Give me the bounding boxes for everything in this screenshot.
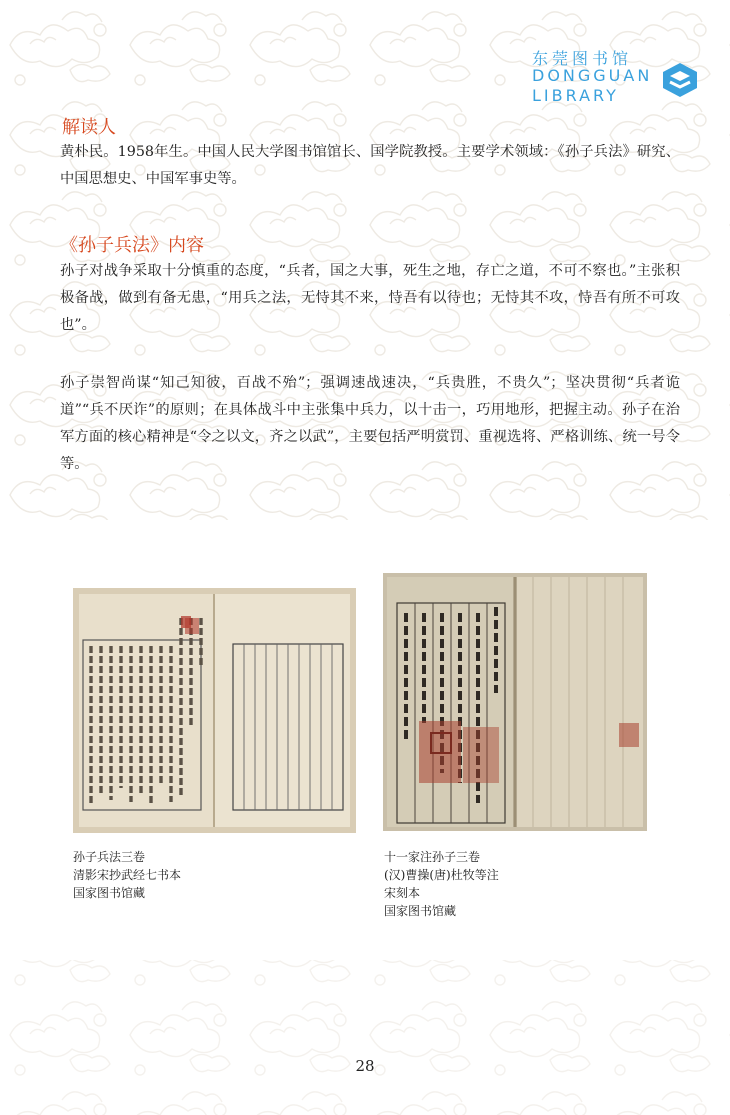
figure-2-caption — [384, 848, 499, 920]
figure-2-annotators: (汉)曹操(唐)杜牧等注 — [384, 868, 499, 882]
library-logo-icon — [660, 60, 700, 100]
reader-bio: 黄朴民。1958年生。中国人民大学图书馆馆长、国学院教授。主要学术领域：《孙子兵法》研究、中国思想史、中国军事史等。 — [60, 144, 680, 187]
content-section-title: 《孙子兵法》内容 — [60, 235, 204, 256]
content-paragraph-2: 孙子崇智尚谋“知己知彼，百战不殆”；强调速战速决，“兵贵胜，不贵久”；坚决贯彻“兵者诡道”“兵不厌诈”的原则；在具体战斗中主张集中兵力，以十击一，巧用地形，把握主动。孙子在治军方面的核心精神是“令之以文，齐之以武”，主要包括严明赏罚、重视选将、严格训练、统一号令等。 — [60, 375, 680, 472]
page-number: 28 — [355, 1057, 375, 1075]
logo-name-chinese: 东莞图书馆 — [532, 49, 633, 68]
figure-2-collection: 国家图书馆藏 — [384, 904, 457, 918]
figure-2-edition: 宋刻本 — [384, 886, 421, 900]
logo-name-english-line1: DONGGUAN — [532, 66, 653, 85]
logo-name-english-line2: LIBRARY — [532, 86, 619, 105]
figure-2-title: 十一家注孙子三卷 — [384, 850, 481, 864]
content-paragraph-1: 孙子对战争采取十分慎重的态度，“兵者，国之大事，死生之地，存亡之道，不可不察也。”主张积极备战，做到有备无患，“用兵之法，无恃其不来，恃吾有以待也；无恃其不攻，恃吾有所不可攻也”。 — [60, 263, 680, 333]
figure-1-collection: 国家图书馆藏 — [73, 886, 146, 900]
book-photo-sunzi-bingfa — [73, 588, 356, 833]
book-photo-shiyijia-zhu-sunzi — [383, 573, 647, 831]
figure-1-title: 孙子兵法三卷 — [73, 850, 146, 864]
figure-1-caption — [73, 848, 181, 902]
reader-section-title: 解读人 — [62, 117, 116, 138]
figure-1-edition: 清影宋抄武经七书本 — [73, 868, 182, 882]
library-logo — [532, 44, 702, 106]
